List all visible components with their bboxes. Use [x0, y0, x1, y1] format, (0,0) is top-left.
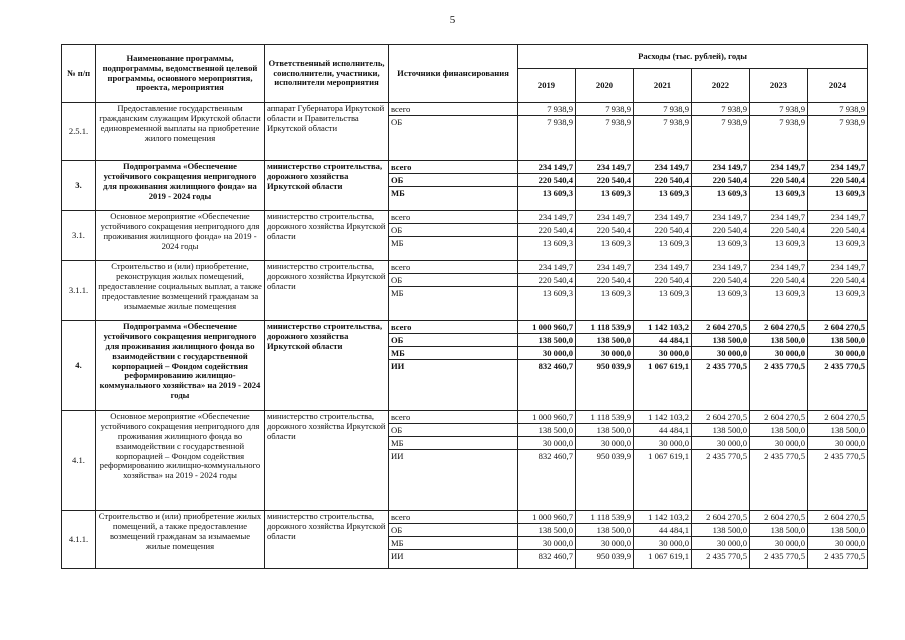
row-number: 4.1. — [62, 411, 96, 511]
source-label: всего — [389, 321, 517, 334]
year-values — [518, 261, 576, 321]
expense-value: 138 500,0 — [576, 424, 633, 437]
year-values — [750, 411, 808, 511]
row-name: Строительство и (или) приобретение, реконструкция жилых помещений, предоставление социальных выплат, а также предоставление возмещений гражданам за изымаемые жилые помещения — [96, 261, 265, 321]
row-executor: министерство строительства, дорожного хозяйства Иркутской области — [265, 261, 389, 321]
expense-value: 950 039,9 — [596, 451, 631, 461]
year-values — [750, 211, 808, 261]
year-values — [576, 211, 634, 261]
expense-value: 234 149,7 — [634, 211, 691, 224]
expense-value: 13 609,3 — [542, 238, 573, 248]
table-row — [62, 321, 868, 411]
expense-value: 234 149,7 — [750, 161, 807, 174]
expense-value: 2 604 270,5 — [808, 321, 867, 334]
expense-value: 2 604 270,5 — [750, 321, 807, 334]
expense-value: 13 609,3 — [774, 188, 805, 198]
expense-value: 30 000,0 — [808, 537, 867, 550]
table-row — [62, 411, 868, 511]
source-label: ИИ — [391, 551, 404, 561]
expense-value: 7 938,9 — [779, 117, 805, 127]
row-sources — [389, 211, 518, 261]
source-label: ИИ — [391, 451, 404, 461]
row-executor: министерство строительства, дорожного хозяйства Иркутской области — [265, 161, 389, 211]
expense-value: 1 118 539,9 — [576, 321, 633, 334]
row-executor: министерство строительства, дорожного хозяйства Иркутской области — [265, 411, 389, 511]
year-values — [692, 211, 750, 261]
source-label: ОБ — [391, 117, 403, 127]
source-label: МБ — [389, 437, 517, 450]
expense-value: 13 609,3 — [716, 188, 747, 198]
year-values — [518, 411, 576, 511]
expense-value: 832 460,7 — [538, 551, 573, 561]
expense-value: 138 500,0 — [692, 424, 749, 437]
expense-value: 44 484,1 — [634, 424, 691, 437]
year-values — [808, 321, 868, 411]
table-row — [62, 511, 868, 569]
row-sources — [389, 321, 518, 411]
year-values — [634, 211, 692, 261]
year-values — [808, 103, 868, 161]
expense-value: 138 500,0 — [518, 334, 575, 347]
expense-value: 44 484,1 — [634, 334, 691, 347]
expense-value: 13 609,3 — [542, 188, 573, 198]
year-values — [808, 261, 868, 321]
row-sources — [389, 411, 518, 511]
expense-value: 220 540,4 — [750, 224, 807, 237]
row-number: 4.1.1. — [62, 511, 96, 569]
row-name: Подпрограмма «Обеспечение устойчивого сокращения непригодного для проживания жилищного фонда во взаимодействии с государственной корпорацией – Фондом содействия реформированию жилищно-коммунального хозяйства» на 2019 - 2024 годы — [96, 321, 265, 411]
expense-value: 13 609,3 — [658, 188, 689, 198]
expense-value: 234 149,7 — [518, 261, 575, 274]
expense-value: 30 000,0 — [576, 537, 633, 550]
expense-value: 220 540,4 — [808, 174, 867, 187]
row-sources — [389, 103, 518, 161]
year-values — [808, 411, 868, 511]
expense-value: 950 039,9 — [596, 361, 631, 371]
expense-value: 234 149,7 — [808, 211, 867, 224]
expense-value: 234 149,7 — [808, 261, 867, 274]
row-name: Основное мероприятие «Обеспечение устойчивого сокращения непригодного для проживания жилищного фонда во взаимодействии с государственной корпорацией – Фондом содействия реформированию жилищно-коммунального хозяйства» на 2019 - 2024 годы — [96, 411, 265, 511]
header-year: 2020 — [576, 69, 634, 103]
expense-value: 13 609,3 — [600, 238, 631, 248]
expense-value: 30 000,0 — [750, 347, 807, 360]
expense-value: 13 609,3 — [834, 238, 866, 248]
year-values — [634, 411, 692, 511]
row-executor: министерство строительства, дорожного хозяйства Иркутской области — [265, 211, 389, 261]
row-executor: министерство строительства, дорожного хозяйства Иркутской области — [265, 511, 389, 569]
source-label: ОБ — [389, 334, 517, 347]
source-label: всего — [389, 511, 517, 524]
year-values — [518, 321, 576, 411]
row-executor: аппарат Губернатора Иркутской области и Правительства Иркутской области — [265, 103, 389, 161]
year-values — [692, 511, 750, 569]
expense-value: 1 000 960,7 — [518, 511, 575, 524]
header-year: 2019 — [518, 69, 576, 103]
expense-value: 7 938,9 — [576, 103, 633, 116]
expense-value: 13 609,3 — [716, 238, 747, 248]
expense-value: 7 938,9 — [750, 103, 807, 116]
source-label: МБ — [389, 347, 517, 360]
header-expenses: Расходы (тыс. рублей), годы — [518, 45, 868, 69]
expense-value: 2 435 770,5 — [824, 451, 866, 461]
row-number: 3.1.1. — [62, 261, 96, 321]
expense-value: 1 067 619,1 — [648, 361, 689, 371]
expense-value: 13 609,3 — [600, 288, 631, 298]
year-values — [518, 161, 576, 211]
expense-value: 30 000,0 — [692, 437, 749, 450]
header-year: 2024 — [808, 69, 868, 103]
expense-value: 220 540,4 — [692, 174, 749, 187]
year-values — [750, 321, 808, 411]
year-values — [692, 411, 750, 511]
source-label: ОБ — [389, 174, 517, 187]
row-number: 4. — [62, 321, 96, 411]
header-num: № п/п — [62, 45, 96, 103]
expense-value: 234 149,7 — [692, 211, 749, 224]
expense-value: 30 000,0 — [634, 347, 691, 360]
expense-value: 1 067 619,1 — [648, 551, 689, 561]
expense-value: 2 604 270,5 — [692, 511, 749, 524]
expense-value: 234 149,7 — [576, 261, 633, 274]
expense-value: 13 609,3 — [774, 288, 805, 298]
expense-value: 30 000,0 — [692, 347, 749, 360]
row-name: Строительство и (или) приобретение жилых помещений, а также предоставление возмещений гражданам за изымаемые жилые помещения — [96, 511, 265, 569]
header-name: Наименование программы, подпрограммы, ведомственной целевой программы, основного мероприятия, проекта, мероприятия — [96, 45, 265, 103]
expense-value: 7 938,9 — [634, 103, 691, 116]
source-label: всего — [389, 211, 517, 224]
expense-value: 13 609,3 — [716, 288, 747, 298]
expense-value: 30 000,0 — [576, 437, 633, 450]
year-values — [750, 103, 808, 161]
table-row — [62, 103, 868, 161]
source-label: ОБ — [389, 424, 517, 437]
expense-value: 234 149,7 — [518, 161, 575, 174]
source-label: ОБ — [389, 224, 517, 237]
expense-value: 2 604 270,5 — [750, 511, 807, 524]
expense-value: 138 500,0 — [518, 524, 575, 537]
expense-value: 832 460,7 — [538, 451, 573, 461]
expense-value: 2 604 270,5 — [808, 411, 867, 424]
source-label: МБ — [391, 288, 404, 298]
expense-value: 2 435 770,5 — [764, 551, 805, 561]
expense-value: 30 000,0 — [576, 347, 633, 360]
expense-value: 13 609,3 — [600, 188, 631, 198]
expense-value: 234 149,7 — [750, 211, 807, 224]
expense-value: 7 938,9 — [518, 103, 575, 116]
expense-value: 7 938,9 — [692, 103, 749, 116]
expense-value: 220 540,4 — [576, 274, 633, 287]
expense-value: 2 435 770,5 — [706, 361, 747, 371]
row-sources — [389, 261, 518, 321]
year-values — [518, 211, 576, 261]
expense-value: 30 000,0 — [634, 537, 691, 550]
expense-value: 30 000,0 — [518, 537, 575, 550]
header-year: 2023 — [750, 69, 808, 103]
source-label: ИИ — [391, 361, 405, 371]
expense-value: 220 540,4 — [808, 224, 867, 237]
expense-value: 234 149,7 — [518, 211, 575, 224]
source-label: ОБ — [389, 524, 517, 537]
year-values — [576, 103, 634, 161]
year-values — [634, 261, 692, 321]
expense-value: 2 604 270,5 — [692, 321, 749, 334]
year-values — [808, 511, 868, 569]
expense-value: 220 540,4 — [634, 224, 691, 237]
expense-value: 44 484,1 — [634, 524, 691, 537]
expense-value: 138 500,0 — [750, 424, 807, 437]
source-label: всего — [389, 411, 517, 424]
expense-value: 13 609,3 — [658, 238, 689, 248]
expense-value: 234 149,7 — [576, 211, 633, 224]
source-label: МБ — [391, 188, 405, 198]
year-values — [808, 211, 868, 261]
expense-value: 220 540,4 — [518, 224, 575, 237]
expense-value: 7 938,9 — [808, 103, 867, 116]
expense-value: 138 500,0 — [576, 524, 633, 537]
source-label: всего — [389, 261, 517, 274]
row-sources — [389, 161, 518, 211]
year-values — [808, 161, 868, 211]
expense-value: 1 142 103,2 — [634, 411, 691, 424]
expense-value: 2 604 270,5 — [750, 411, 807, 424]
source-label: всего — [389, 161, 517, 174]
year-values — [692, 321, 750, 411]
expense-value: 1 000 960,7 — [518, 411, 575, 424]
expense-value: 220 540,4 — [750, 174, 807, 187]
expense-value: 138 500,0 — [518, 424, 575, 437]
source-label: всего — [389, 103, 517, 116]
year-values — [750, 161, 808, 211]
expense-value: 7 938,9 — [663, 117, 689, 127]
year-values — [518, 103, 576, 161]
row-name: Основное мероприятие «Обеспечение устойчивого сокращения непригодного для проживания жилищного фонда» на 2019 - 2024 годы — [96, 211, 265, 261]
page-number: 5 — [449, 14, 456, 26]
year-values — [576, 161, 634, 211]
expense-value: 220 540,4 — [692, 274, 749, 287]
expense-value: 30 000,0 — [692, 537, 749, 550]
header-source: Источники финансирования — [389, 45, 518, 103]
expense-value: 220 540,4 — [576, 224, 633, 237]
expense-value: 2 435 770,5 — [764, 361, 805, 371]
expense-value: 2 604 270,5 — [692, 411, 749, 424]
year-values — [576, 261, 634, 321]
expense-value: 30 000,0 — [808, 347, 867, 360]
expense-value: 138 500,0 — [808, 524, 867, 537]
expense-value: 220 540,4 — [576, 174, 633, 187]
expense-value: 13 609,3 — [834, 288, 866, 298]
row-number: 3. — [62, 161, 96, 211]
year-values — [750, 261, 808, 321]
expenses-table — [61, 44, 868, 569]
row-sources — [389, 511, 518, 569]
year-values — [692, 261, 750, 321]
header-executor: Ответственный исполнитель, соисполнители, участники, исполнители мероприятия — [265, 45, 389, 103]
expense-value: 234 149,7 — [808, 161, 867, 174]
expense-value: 220 540,4 — [634, 174, 691, 187]
expense-value: 30 000,0 — [808, 437, 867, 450]
row-name: Предоставление государственным гражданским служащим Иркутской области единовременной выплаты на приобретение жилого помещения — [96, 103, 265, 161]
header-year: 2022 — [692, 69, 750, 103]
expense-value: 13 609,3 — [834, 188, 866, 198]
expense-value: 234 149,7 — [692, 161, 749, 174]
row-number: 2.5.1. — [62, 103, 96, 161]
expense-value: 138 500,0 — [808, 334, 867, 347]
expense-value: 234 149,7 — [634, 261, 691, 274]
year-values — [576, 511, 634, 569]
expense-value: 1 142 103,2 — [634, 321, 691, 334]
year-values — [750, 511, 808, 569]
expense-value: 138 500,0 — [576, 334, 633, 347]
expense-value: 2 435 770,5 — [824, 361, 866, 371]
expense-value: 2 435 770,5 — [824, 551, 866, 561]
expense-value: 13 609,3 — [658, 288, 689, 298]
year-values — [692, 161, 750, 211]
row-executor: министерство строительства, дорожного хозяйства Иркутской области — [265, 321, 389, 411]
expense-value: 7 938,9 — [547, 117, 573, 127]
expense-value: 138 500,0 — [750, 524, 807, 537]
expense-value: 30 000,0 — [750, 437, 807, 450]
expense-value: 832 460,7 — [538, 361, 573, 371]
expense-value: 7 938,9 — [605, 117, 631, 127]
expense-value: 2 604 270,5 — [808, 511, 867, 524]
expense-value: 30 000,0 — [518, 437, 575, 450]
year-values — [692, 103, 750, 161]
year-values — [518, 511, 576, 569]
expense-value: 1 142 103,2 — [634, 511, 691, 524]
table-row — [62, 211, 868, 261]
expense-value: 950 039,9 — [596, 551, 631, 561]
expense-value: 1 118 539,9 — [576, 411, 633, 424]
year-values — [634, 103, 692, 161]
year-values — [576, 411, 634, 511]
table-row — [62, 161, 868, 211]
expense-value: 234 149,7 — [692, 261, 749, 274]
expense-value: 220 540,4 — [750, 274, 807, 287]
expense-value: 2 435 770,5 — [764, 451, 805, 461]
source-label: МБ — [389, 537, 517, 550]
expense-value: 2 435 770,5 — [706, 551, 747, 561]
expense-value: 1 000 960,7 — [518, 321, 575, 334]
year-values — [576, 321, 634, 411]
expense-value: 220 540,4 — [634, 274, 691, 287]
expense-value: 13 609,3 — [542, 288, 573, 298]
year-values — [634, 161, 692, 211]
expense-value: 30 000,0 — [634, 437, 691, 450]
expense-value: 220 540,4 — [692, 224, 749, 237]
expense-value: 13 609,3 — [774, 238, 805, 248]
expense-value: 1 067 619,1 — [648, 451, 689, 461]
expense-value: 234 149,7 — [634, 161, 691, 174]
expense-value: 234 149,7 — [576, 161, 633, 174]
expense-value: 220 540,4 — [518, 274, 575, 287]
row-number: 3.1. — [62, 211, 96, 261]
expense-value: 7 938,9 — [839, 117, 866, 127]
source-label: МБ — [391, 238, 404, 248]
header-year: 2021 — [634, 69, 692, 103]
expense-value: 30 000,0 — [518, 347, 575, 360]
expense-value: 138 500,0 — [692, 334, 749, 347]
year-values — [634, 321, 692, 411]
row-name: Подпрограмма «Обеспечение устойчивого сокращения непригодного для проживания жилищного фонда» на 2019 - 2024 годы — [96, 161, 265, 211]
source-label: ОБ — [389, 274, 517, 287]
expense-value: 138 500,0 — [808, 424, 867, 437]
table-row — [62, 261, 868, 321]
expense-value: 1 118 539,9 — [576, 511, 633, 524]
expense-value: 234 149,7 — [750, 261, 807, 274]
expense-value: 7 938,9 — [721, 117, 747, 127]
expense-value: 138 500,0 — [750, 334, 807, 347]
expense-value: 220 540,4 — [518, 174, 575, 187]
expense-value: 220 540,4 — [808, 274, 867, 287]
year-values — [634, 511, 692, 569]
expense-value: 138 500,0 — [692, 524, 749, 537]
expense-value: 30 000,0 — [750, 537, 807, 550]
expense-value: 2 435 770,5 — [706, 451, 747, 461]
